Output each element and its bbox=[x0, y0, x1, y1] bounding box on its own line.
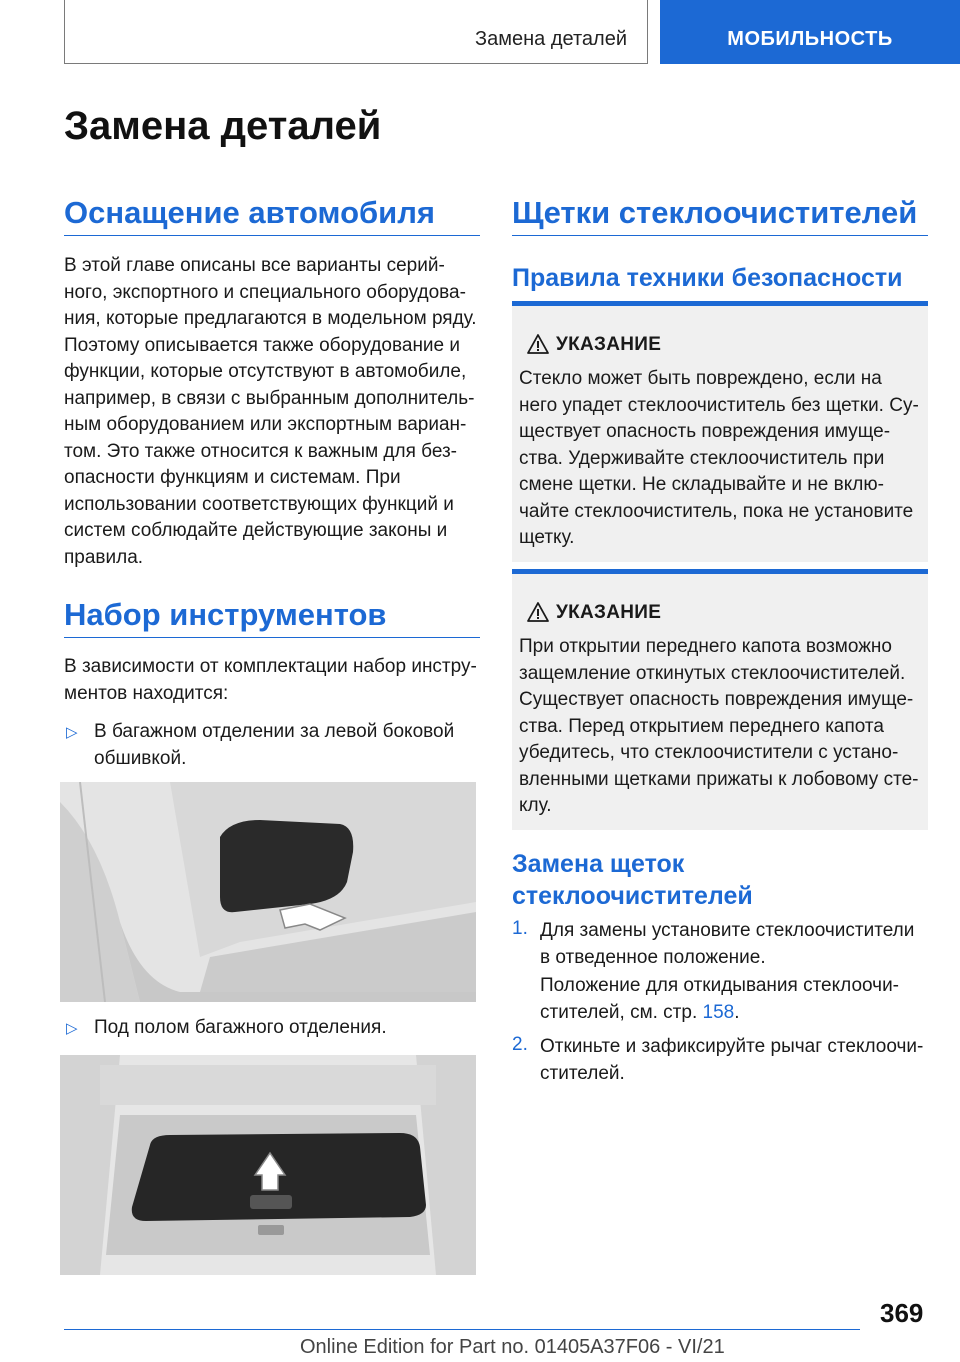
text-line: Поэтому описывается также оборудование и bbox=[64, 334, 461, 356]
step-number: 1. bbox=[512, 918, 528, 939]
text-line: вленными щетками прижаты к лобовому сте- bbox=[519, 768, 919, 790]
text-line: убедитесь, что стеклоочистители с устано- bbox=[519, 742, 899, 763]
header-chapter-title: МОБИЛЬНОСТЬ bbox=[727, 28, 893, 50]
warning-triangle-icon bbox=[526, 601, 550, 623]
toolkit-bullet-1 bbox=[94, 719, 484, 772]
footer-rule bbox=[64, 1329, 860, 1330]
subsection-title-safety: Правила техники безопасности bbox=[512, 264, 903, 292]
note-text: . bbox=[734, 1001, 740, 1023]
trunk-floor-image bbox=[60, 1055, 476, 1275]
title-line: стеклоочистителей bbox=[512, 882, 753, 910]
text-line: При открытии переднего капота возможно bbox=[519, 636, 892, 657]
section-rule bbox=[64, 235, 480, 236]
page-title: Замена деталей bbox=[64, 104, 382, 148]
text-line: В багажном отделении за левой боковой bbox=[94, 721, 455, 742]
step-1-note bbox=[540, 973, 930, 1026]
text-line: щетку. bbox=[519, 527, 575, 548]
section-title-toolkit: Набор инструментов bbox=[64, 597, 387, 632]
step-2-text bbox=[540, 1034, 930, 1087]
text-line: обшивкой. bbox=[94, 747, 187, 769]
text-line: Положение для откидывания стеклоочи- bbox=[540, 975, 900, 996]
text-line: защемление откинутых стеклоочистителей. bbox=[519, 662, 906, 684]
warning-text bbox=[519, 634, 924, 820]
text-line: В этой главе описаны все варианты серий- bbox=[64, 255, 445, 276]
subsection-title-replace bbox=[512, 848, 753, 912]
text-line: клу. bbox=[519, 795, 552, 816]
text-line: смене щетки. Не складывайте и не вклю- bbox=[519, 474, 884, 495]
text-line: в отведенное положение. bbox=[540, 946, 766, 968]
toolkit-bullet-2: Под полом багажного отделения. bbox=[94, 1017, 387, 1038]
step-number: 2. bbox=[512, 1034, 528, 1055]
header-section-title: Замена деталей bbox=[475, 28, 627, 50]
text-line: Откиньте и зафиксируйте рычаг стеклоочи- bbox=[540, 1036, 924, 1057]
text-line: например, в связи с выбранным дополнитель- bbox=[64, 387, 475, 409]
text-line: опасности функциям и системам. При bbox=[64, 467, 401, 488]
text-line: ства. Удерживайте стеклоочиститель при bbox=[519, 447, 885, 469]
text-line: функции, которые отсутствуют в автомобиле, bbox=[64, 361, 467, 382]
note-text: стителей, см. стр. bbox=[540, 1001, 703, 1023]
text-line: ментов находится: bbox=[64, 682, 229, 704]
text-line: использовании соответствующих функций и bbox=[64, 493, 454, 515]
text-line: том. Это также относится к важным для без- bbox=[64, 440, 458, 462]
text-line bbox=[540, 1000, 930, 1027]
section-title-wipers: Щетки стеклоочистителей bbox=[512, 195, 918, 230]
warning-triangle-icon bbox=[526, 333, 550, 355]
title-line: Замена щеток bbox=[512, 850, 685, 878]
text-line: Стекло может быть повреждено, если на bbox=[519, 368, 882, 389]
text-line: ния, которые предлагаются в модельном ряду. bbox=[64, 308, 477, 329]
warning-box bbox=[512, 301, 928, 562]
text-line: Для замены установите стеклоочистители bbox=[540, 920, 915, 941]
section-title-equipment: Оснащение автомобиля bbox=[64, 195, 435, 230]
trunk-side-panel-image bbox=[60, 782, 476, 1002]
page-reference-link[interactable]: 158 bbox=[702, 1001, 735, 1023]
section-rule bbox=[512, 235, 928, 236]
text-line: В зависимости от комплектации набор инстру- bbox=[64, 656, 477, 677]
text-line: ным оборудованием или экспортным вариан- bbox=[64, 414, 467, 435]
bullet-triangle-icon: ▷ bbox=[66, 724, 78, 741]
toolkit-intro bbox=[64, 654, 484, 707]
text-line: систем соблюдайте действующие законы и bbox=[64, 520, 448, 541]
footer-edition: Online Edition for Part no. 01405A37F06 - VI/21 bbox=[300, 1336, 725, 1358]
bullet-triangle-icon: ▷ bbox=[66, 1020, 78, 1037]
text-line: чайте стеклоочиститель, пока не установите bbox=[519, 500, 914, 522]
equipment-paragraph bbox=[64, 253, 484, 571]
text-line: ства. Перед открытием переднего капота bbox=[519, 715, 884, 737]
text-line: ного, экспортного и специального оборудова- bbox=[64, 281, 466, 303]
warning-box bbox=[512, 569, 928, 830]
warning-text bbox=[519, 366, 924, 552]
section-rule bbox=[64, 637, 480, 638]
header-chapter-tab[interactable] bbox=[660, 0, 960, 64]
warning-heading: УКАЗАНИЕ bbox=[556, 334, 662, 355]
warning-heading: УКАЗАНИЕ bbox=[556, 602, 662, 623]
text-line: ществует опасность повреждения имуще- bbox=[519, 421, 891, 442]
text-line: Существует опасность повреждения имуще- bbox=[519, 689, 914, 710]
step-1-text bbox=[540, 918, 930, 971]
text-line: правила. bbox=[64, 546, 144, 568]
text-line: него упадет стеклоочиститель без щетки. Су- bbox=[519, 394, 919, 416]
header-section-box bbox=[64, 0, 648, 64]
text-line: стителей. bbox=[540, 1062, 625, 1084]
page-number: 369 bbox=[880, 1298, 924, 1328]
